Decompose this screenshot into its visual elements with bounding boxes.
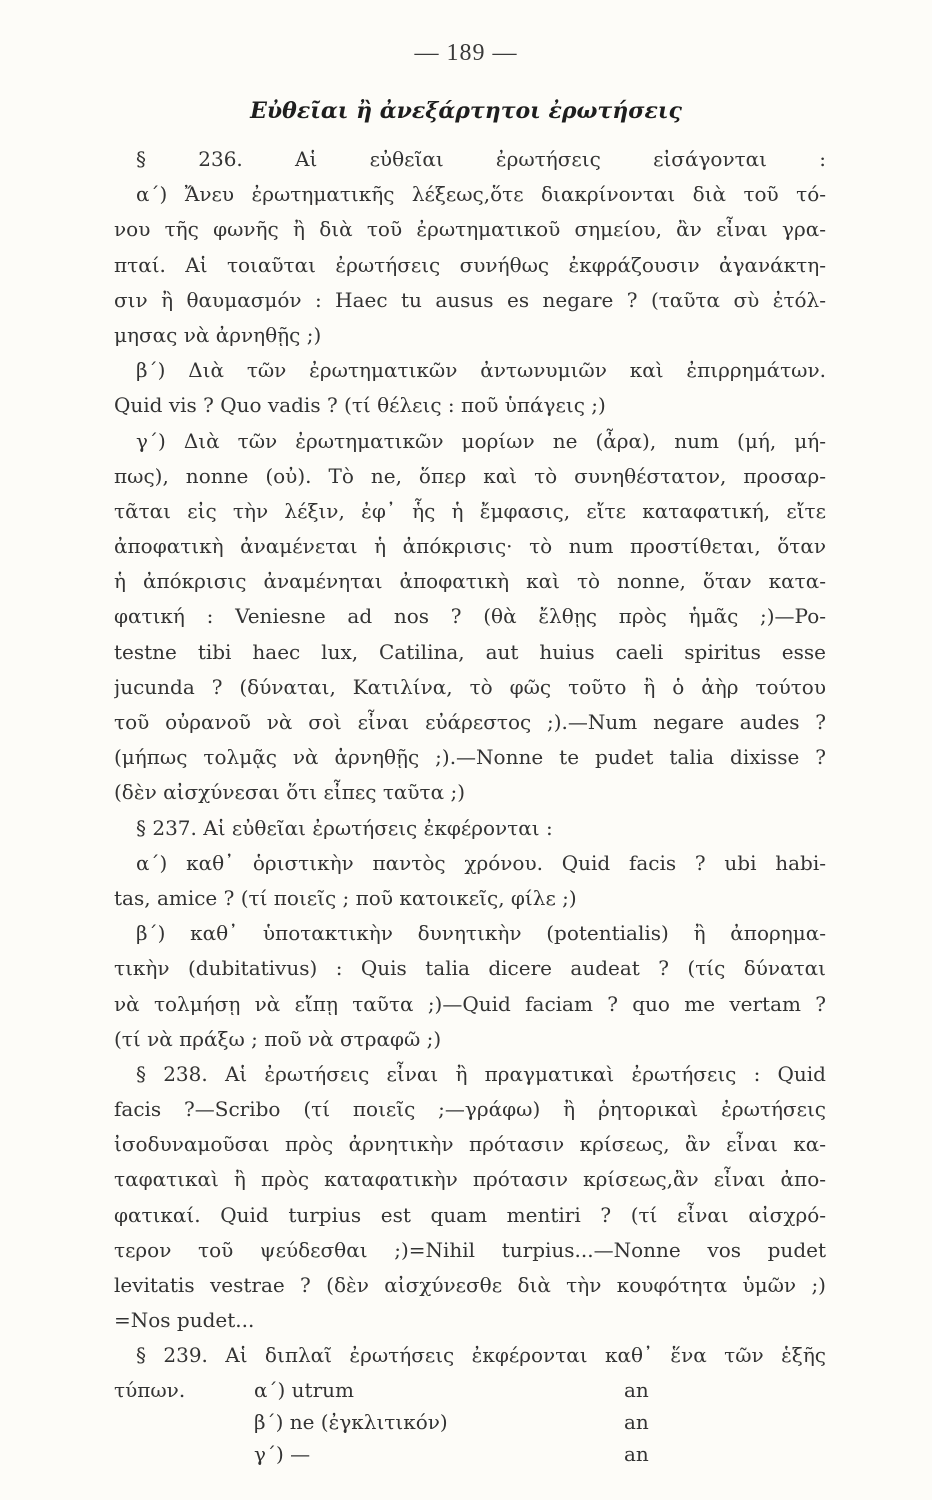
- text-line: τικὴν (dubitativus) : Quis talia dicere audeat ? (τίς δύναται: [114, 956, 826, 981]
- text-line: tas, amice ? (τί ποιεῖς ; ποῦ κατοικεῖς, φίλε ;): [114, 885, 577, 910]
- text-line: τερον τοῦ ψεύδεσθαι ;)=Nihil turpius...—Nonne vos pudet: [114, 1237, 826, 1262]
- text-line: § 238. Αἱ ἐρωτήσεις εἶναι ἢ πραγματικαὶ ἐρωτήσεις : Quid: [136, 1061, 826, 1086]
- text-line: σιν ἢ θαυμασμόν : Haec tu ausus es negare ? (ταῦτα σὺ ἐτόλ-: [114, 287, 826, 312]
- text-line: νου τῆς φωνῆς ἢ διὰ τοῦ ἐρωτηματικοῦ σημείου, ἂν εἶναι γρα-: [114, 217, 826, 242]
- text-line: ἡ ἀπόκρισις ἀναμένηται ἀποφατικὴ καὶ τὸ nonne, ὅταν κατα-: [114, 569, 826, 594]
- text-line: facis ?—Scribo (τί ποιεῖς ;—γράφω) ἢ ῥητορικαὶ ἐρωτήσεις: [114, 1097, 826, 1122]
- text-line: φατικαί. Quid turpius est quam mentiri ? (τί εἶναι αἰσχρό-: [114, 1202, 826, 1227]
- text-line: φατική : Veniesne ad nos ? (θὰ ἔλθῃς πρὸς ἡμᾶς ;)—Po-: [114, 604, 826, 629]
- text-line: jucunda ? (δύναται, Κατιλίνα, τὸ φῶς τοῦτο ἢ ὁ ἀὴρ τούτου: [114, 674, 826, 699]
- text-line: ἰσοδυναμοῦσαι πρὸς ἀρνητικὴν πρότασιν κρίσεως, ἂν εἶναι κα-: [114, 1132, 826, 1157]
- text-line: =Nos pudet...: [114, 1308, 255, 1333]
- text-line: § 239. Αἱ διπλαῖ ἐρωτήσεις ἐκφέρονται καθ᾽ ἕνα τῶν ἑξῆς: [136, 1343, 826, 1368]
- text-line: testne tibi haec lux, Catilina, aut huius caeli spiritus esse: [114, 639, 826, 664]
- text-line: § 236. Αἱ εὐθεῖαι ἐρωτήσεις εἰσάγονται :: [136, 147, 826, 171]
- text-line: (τί νὰ πράξω ; ποῦ νὰ στραφῶ ;): [114, 1026, 442, 1051]
- typoi-row: [114, 1374, 826, 1406]
- typoi-end: an: [624, 1441, 649, 1466]
- text-line: γ΄) Διὰ τῶν ἐρωτηματικῶν μορίων ne (ἆρα), num (μή, μή-: [136, 428, 826, 453]
- text-line: Quid vis ? Quo vadis ? (τί θέλεις : ποῦ ὑπάγεις ;): [114, 393, 606, 418]
- section-heading: Εὐθεῖαι ἢ ἀνεξάρτητοι ἐρωτήσεις: [250, 98, 682, 124]
- text-line: (δὲν αἰσχύνεσαι ὅτι εἶπες ταῦτα ;): [114, 780, 466, 805]
- text-line: β΄) καθ᾽ ὑποτακτικὴν δυνητικὴν (potentialis) ἢ ἀπορημα-: [136, 921, 826, 946]
- typoi-row: [114, 1438, 826, 1470]
- typoi-row: [114, 1406, 826, 1438]
- typoi-marker: γ΄) —: [254, 1441, 311, 1466]
- text-line: (μήπως τολμᾷς νὰ ἀρνηθῇς ;).—Nonne te pudet talia dixisse ?: [114, 745, 826, 770]
- text-line: τᾶται εἰς τὴν λέξιν, ἐφ᾽ ἧς ἡ ἔμφασις, εἴτε καταφατική, εἴτε: [114, 498, 826, 523]
- text-line: levitatis vestrae ? (δὲν αἰσχύνεσθε διὰ τὴν κουφότητα ὑμῶν ;): [114, 1273, 826, 1297]
- page-number: — 189 —: [414, 40, 518, 66]
- text-line: μησας νὰ ἀρνηθῇς ;): [114, 322, 322, 347]
- text-line: πως), nonne (οὐ). Τὸ ne, ὅπερ καὶ τὸ συνηθέστατον, προσαρ-: [114, 463, 826, 488]
- text-line: νὰ τολμήσῃ νὰ εἴπῃ ταῦτα ;)—Quid faciam ? quo me vertam ?: [114, 991, 826, 1016]
- text-line: α΄) καθ᾽ ὁριστικὴν παντὸς χρόνου. Quid facis ? ubi habi-: [136, 850, 826, 875]
- typoi-marker: α΄) utrum: [254, 1377, 354, 1402]
- text-line: § 237. Αἱ εὐθεῖαι ἐρωτήσεις ἐκφέρονται :: [136, 815, 553, 840]
- text-line: ἀποφατικὴ ἀναμένεται ἡ ἀπόκρισις· τὸ num προστίθεται, ὅταν: [114, 534, 826, 559]
- text-line: πταί. Αἱ τοιαῦται ἐρωτήσεις συνήθως ἐκφράζουσιν ἀγανάκτη-: [114, 252, 826, 277]
- text-line: α΄) Ἄνευ ἐρωτηματικῆς λέξεως,ὅτε διακρίνονται διὰ τοῦ τό-: [136, 182, 826, 207]
- text-line: ταφατικαὶ ἢ πρὸς καταφατικὴν πρότασιν κρίσεως,ἂν εἶναι ἀπο-: [114, 1167, 826, 1192]
- typoi-marker: β΄) ne (ἐγκλιτικόν): [254, 1409, 448, 1434]
- typoi-label: τύπων.: [114, 1377, 186, 1402]
- text-line: β΄) Διὰ τῶν ἐρωτηματικῶν ἀντωνυμιῶν καὶ ἐπιρρημάτων.: [136, 358, 826, 383]
- body-text: [114, 142, 826, 1470]
- typoi-end: an: [624, 1409, 649, 1434]
- typoi-end: an: [624, 1377, 649, 1402]
- text-line: τοῦ οὐρανοῦ νὰ σοὶ εἶναι εὐάρεστος ;).—Num negare audes ?: [114, 710, 826, 734]
